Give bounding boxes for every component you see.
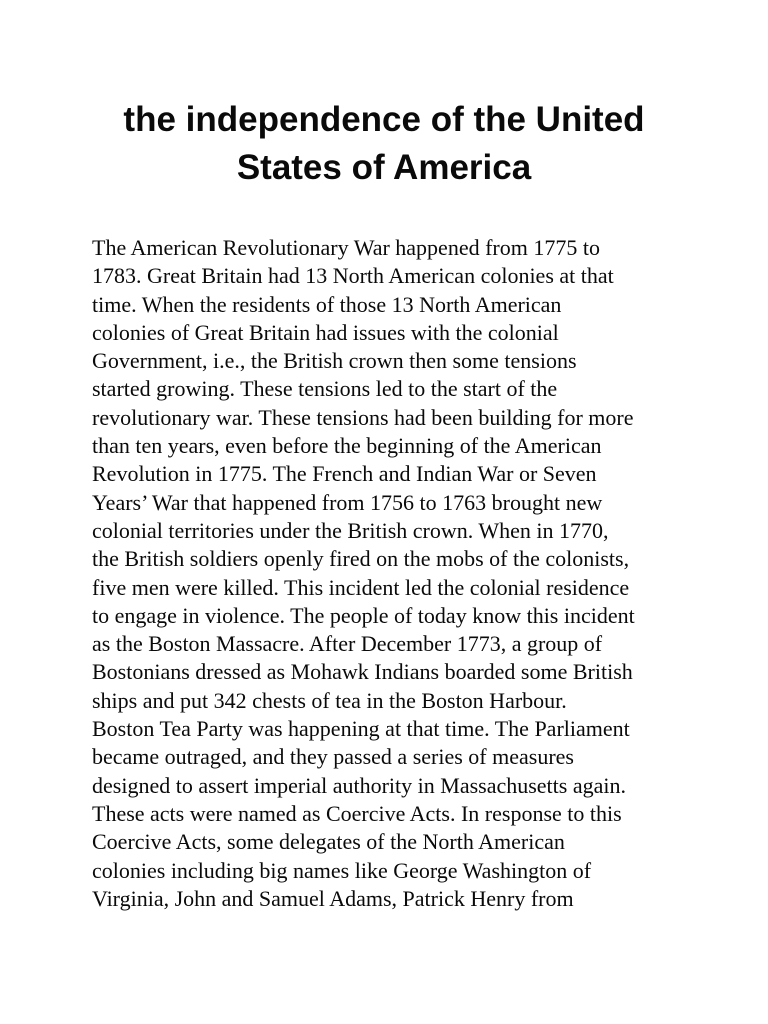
body-line: five men were killed. This incident led the colonial residence (92, 574, 630, 600)
body-line: colonies including big names like George Washington of (92, 857, 592, 883)
document-title (60, 96, 708, 192)
document-body (92, 234, 692, 913)
body-line: to engage in violence. The people of today know this incident (92, 602, 635, 628)
body-line: time. When the residents of those 13 North American (92, 291, 562, 317)
body-line: revolutionary war. These tensions had been building for more (92, 404, 634, 430)
body-line: colonial territories under the British crown. When in 1770, (92, 517, 609, 543)
body-line: Boston Tea Party was happening at that time. The Parliament (92, 716, 630, 742)
body-line: Revolution in 1775. The French and Indian War or Seven (92, 461, 597, 487)
body-line: Virginia, John and Samuel Adams, Patrick Henry from (92, 885, 574, 911)
body-line: designed to assert imperial authority in Massachusetts again. (92, 772, 626, 798)
body-line: as the Boston Massacre. After December 1773, a group of (92, 631, 603, 657)
body-line: The American Revolutionary War happened from 1775 to (92, 235, 600, 260)
body-line: Government, i.e., the British crown then some tensions (92, 348, 577, 374)
body-line: Years’ War that happened from 1756 to 1763 brought new (92, 489, 603, 515)
body-line: ships and put 342 chests of tea in the Boston Harbour. (92, 687, 567, 713)
body-line: colonies of Great Britain had issues with the colonial (92, 319, 559, 345)
body-line: 1783. Great Britain had 13 North American colonies at that (92, 263, 614, 289)
title-line: States of America (236, 148, 532, 187)
body-line: became outraged, and they passed a series of measures (92, 744, 574, 770)
body-line: than ten years, even before the beginning of the American (92, 433, 602, 459)
body-line: Coercive Acts, some delegates of the North American (92, 829, 565, 855)
title-line: the independence of the United (123, 100, 645, 139)
body-line: These acts were named as Coercive Acts. In response to this (92, 800, 622, 826)
body-line: Bostonians dressed as Mohawk Indians boarded some British (92, 659, 633, 685)
body-line: started growing. These tensions led to the start of the (92, 376, 558, 402)
body-line: the British soldiers openly fired on the mobs of the colonists, (92, 546, 630, 572)
